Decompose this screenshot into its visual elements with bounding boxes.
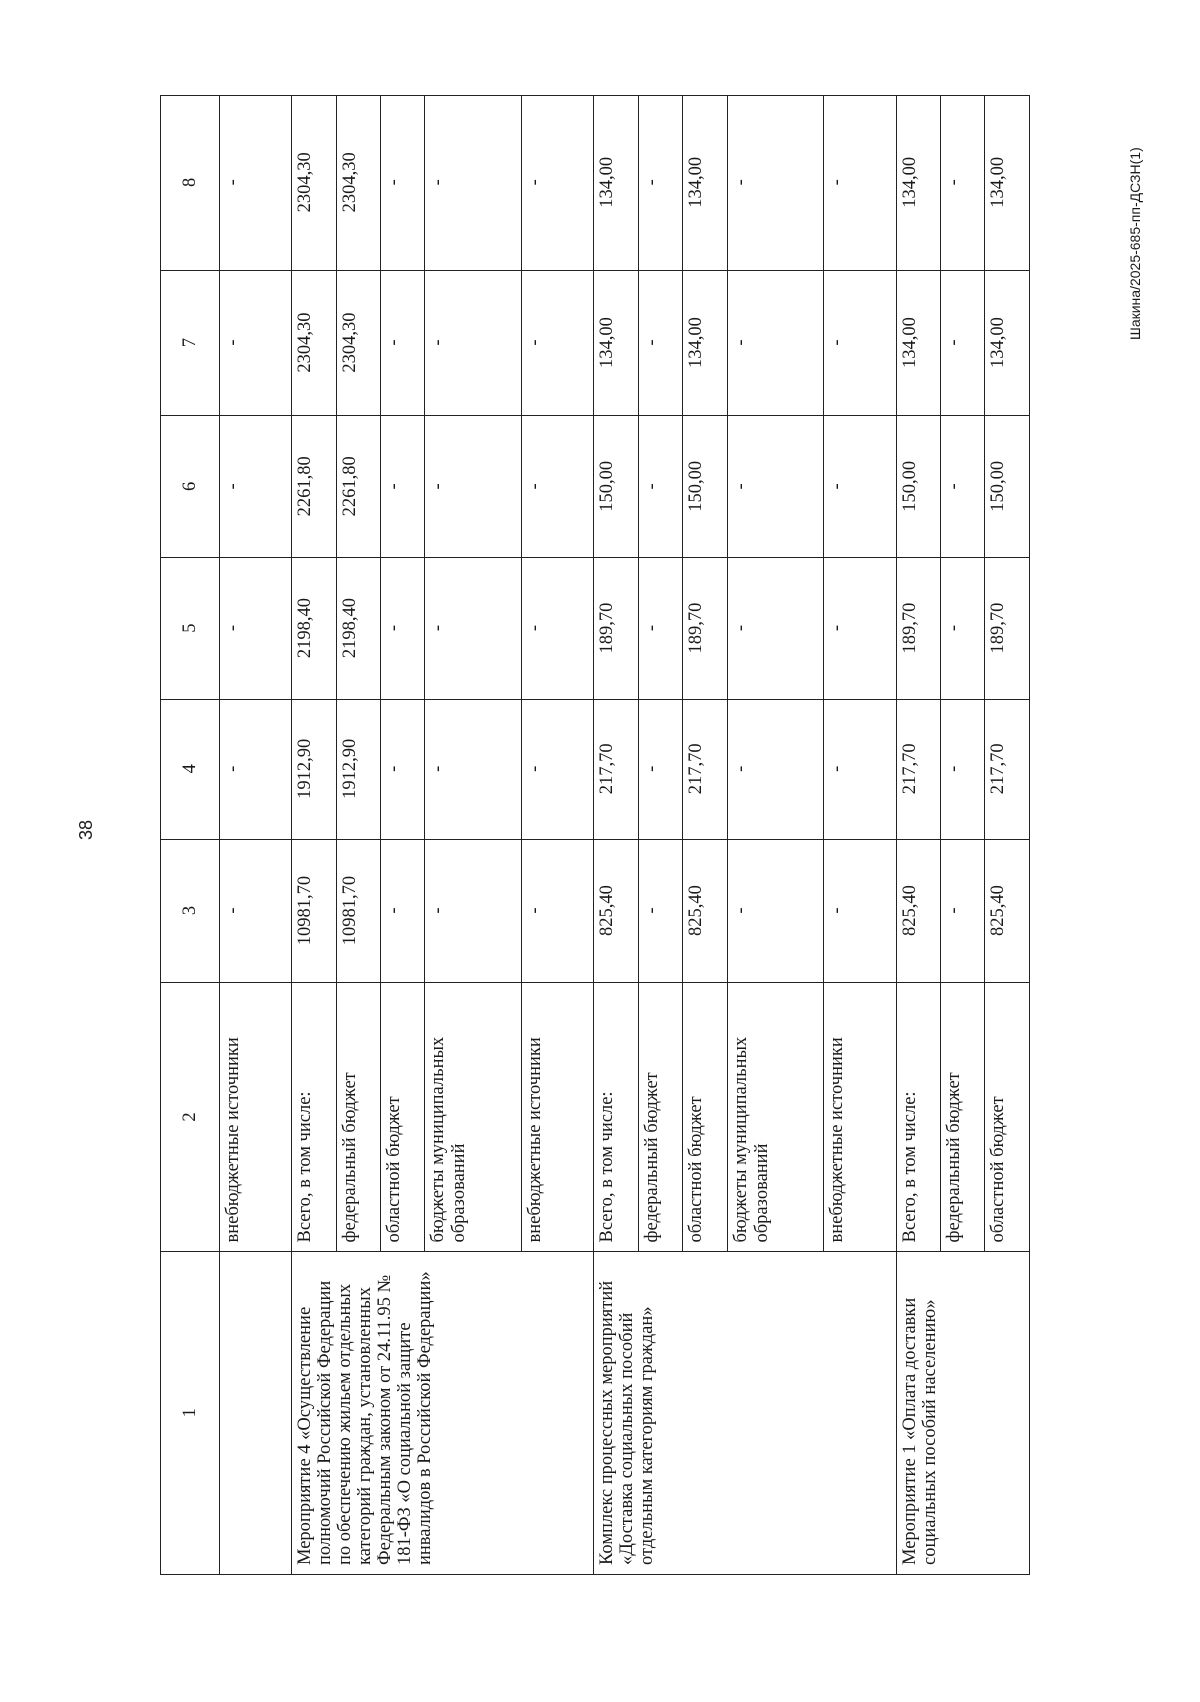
rotated-page-content xyxy=(160,95,1030,1575)
value-cell: - xyxy=(824,416,896,558)
table-row xyxy=(292,96,336,1575)
value-cell: - xyxy=(380,558,424,700)
value-cell: - xyxy=(522,839,594,983)
value-cell: 150,00 xyxy=(896,416,940,558)
value-cell: 217,70 xyxy=(594,699,638,839)
value-cell: 2304,30 xyxy=(336,270,380,416)
header-cell: 2 xyxy=(161,983,220,1252)
value-cell: 189,70 xyxy=(594,558,638,700)
value-cell: 10981,70 xyxy=(292,839,336,983)
value-cell: 825,40 xyxy=(896,839,940,983)
source-cell: бюджеты муниципальных образований xyxy=(425,983,522,1252)
value-cell: 150,00 xyxy=(683,416,727,558)
value-cell: - xyxy=(219,96,291,271)
table-row xyxy=(896,96,940,1575)
value-cell: - xyxy=(638,699,682,839)
value-cell: - xyxy=(940,558,984,700)
value-cell: 825,40 xyxy=(594,839,638,983)
value-cell: - xyxy=(940,839,984,983)
value-cell: 150,00 xyxy=(985,416,1030,558)
value-cell: 2304,30 xyxy=(336,96,380,271)
source-cell: федеральный бюджет xyxy=(336,983,380,1252)
value-cell: - xyxy=(425,699,522,839)
value-cell: 134,00 xyxy=(985,270,1030,416)
header-cell: 6 xyxy=(161,416,220,558)
value-cell: - xyxy=(638,558,682,700)
value-cell: - xyxy=(824,270,896,416)
value-cell: - xyxy=(219,558,291,700)
source-cell: Всего, в том числе: xyxy=(896,983,940,1252)
value-cell: - xyxy=(727,96,824,271)
value-cell: 134,00 xyxy=(683,270,727,416)
value-cell: - xyxy=(522,416,594,558)
value-cell: - xyxy=(727,416,824,558)
value-cell: 2261,80 xyxy=(292,416,336,558)
header-cell: 4 xyxy=(161,699,220,839)
value-cell: - xyxy=(425,839,522,983)
value-cell: 134,00 xyxy=(683,96,727,271)
value-cell: - xyxy=(824,96,896,271)
document-code: Шакина/2025-685-пп-ДСЗН(1) xyxy=(1127,147,1143,340)
value-cell: - xyxy=(727,558,824,700)
value-cell: - xyxy=(380,96,424,271)
source-cell: Всего, в том числе: xyxy=(594,983,638,1252)
value-cell: - xyxy=(219,699,291,839)
value-cell: 189,70 xyxy=(985,558,1030,700)
value-cell: - xyxy=(638,839,682,983)
value-cell: 189,70 xyxy=(896,558,940,700)
value-cell: - xyxy=(638,270,682,416)
source-cell: областной бюджет xyxy=(380,983,424,1252)
source-cell: Всего, в том числе: xyxy=(292,983,336,1252)
value-cell: 825,40 xyxy=(683,839,727,983)
header-row xyxy=(161,96,220,1575)
value-cell: - xyxy=(219,839,291,983)
value-cell: - xyxy=(638,416,682,558)
table-row xyxy=(594,96,638,1575)
value-cell: 134,00 xyxy=(594,270,638,416)
value-cell: - xyxy=(824,699,896,839)
source-cell: федеральный бюджет xyxy=(940,983,984,1252)
source-cell: внебюджетные источники xyxy=(219,983,291,1252)
value-cell: - xyxy=(940,416,984,558)
value-cell: 134,00 xyxy=(594,96,638,271)
value-cell: 1912,90 xyxy=(336,699,380,839)
source-cell: федеральный бюджет xyxy=(638,983,682,1252)
source-cell: бюджеты муниципальных образований xyxy=(727,983,824,1252)
value-cell: - xyxy=(727,839,824,983)
header-cell: 7 xyxy=(161,270,220,416)
value-cell: - xyxy=(727,270,824,416)
activity-cell: Мероприятие 1 «Оплата доставки социальных пособий населению» xyxy=(896,1252,1029,1575)
header-cell: 3 xyxy=(161,839,220,983)
value-cell: 2304,30 xyxy=(292,270,336,416)
value-cell: - xyxy=(522,96,594,271)
header-cell: 1 xyxy=(161,1252,220,1575)
value-cell: - xyxy=(425,558,522,700)
value-cell: 217,70 xyxy=(683,699,727,839)
value-cell: - xyxy=(824,839,896,983)
value-cell: - xyxy=(425,96,522,271)
value-cell: - xyxy=(380,416,424,558)
value-cell: 2304,30 xyxy=(292,96,336,271)
value-cell: - xyxy=(425,270,522,416)
source-cell: внебюджетные источники xyxy=(522,983,594,1252)
value-cell: - xyxy=(219,270,291,416)
page-number: 38 xyxy=(76,819,96,841)
value-cell: 150,00 xyxy=(594,416,638,558)
value-cell: 134,00 xyxy=(985,96,1030,271)
value-cell: 217,70 xyxy=(985,699,1030,839)
value-cell: - xyxy=(940,699,984,839)
value-cell: - xyxy=(522,558,594,700)
table-row xyxy=(219,96,291,1575)
value-cell: 10981,70 xyxy=(336,839,380,983)
value-cell: - xyxy=(824,558,896,700)
value-cell: 134,00 xyxy=(896,96,940,271)
budget-table xyxy=(160,95,1030,1575)
activity-cell xyxy=(219,1252,291,1575)
value-cell: 2198,40 xyxy=(336,558,380,700)
activity-cell: Комплекс процессных мероприятий «Доставка социальных пособий отдельным категориям граждан» xyxy=(594,1252,896,1575)
header-cell: 5 xyxy=(161,558,220,700)
value-cell: - xyxy=(380,270,424,416)
value-cell: - xyxy=(727,699,824,839)
source-cell: внебюджетные источники xyxy=(824,983,896,1252)
value-cell: - xyxy=(425,416,522,558)
value-cell: - xyxy=(219,416,291,558)
value-cell: 2261,80 xyxy=(336,416,380,558)
activity-cell: Мероприятие 4 «Осуществление полномочий Российской Федерации по обеспечению жильем отдельных категорий граждан, установленных Федеральным законом от 24.11.95 № 181-ФЗ «О социальной защите инвалидов в Российской Федерации» xyxy=(292,1252,594,1575)
value-cell: 217,70 xyxy=(896,699,940,839)
header-cell: 8 xyxy=(161,96,220,271)
value-cell: - xyxy=(638,96,682,271)
value-cell: - xyxy=(522,699,594,839)
value-cell: - xyxy=(380,839,424,983)
value-cell: 1912,90 xyxy=(292,699,336,839)
value-cell: - xyxy=(940,96,984,271)
value-cell: 189,70 xyxy=(683,558,727,700)
source-cell: областной бюджет xyxy=(985,983,1030,1252)
value-cell: 2198,40 xyxy=(292,558,336,700)
source-cell: областной бюджет xyxy=(683,983,727,1252)
value-cell: - xyxy=(380,699,424,839)
value-cell: - xyxy=(522,270,594,416)
value-cell: 825,40 xyxy=(985,839,1030,983)
value-cell: - xyxy=(940,270,984,416)
value-cell: 134,00 xyxy=(896,270,940,416)
